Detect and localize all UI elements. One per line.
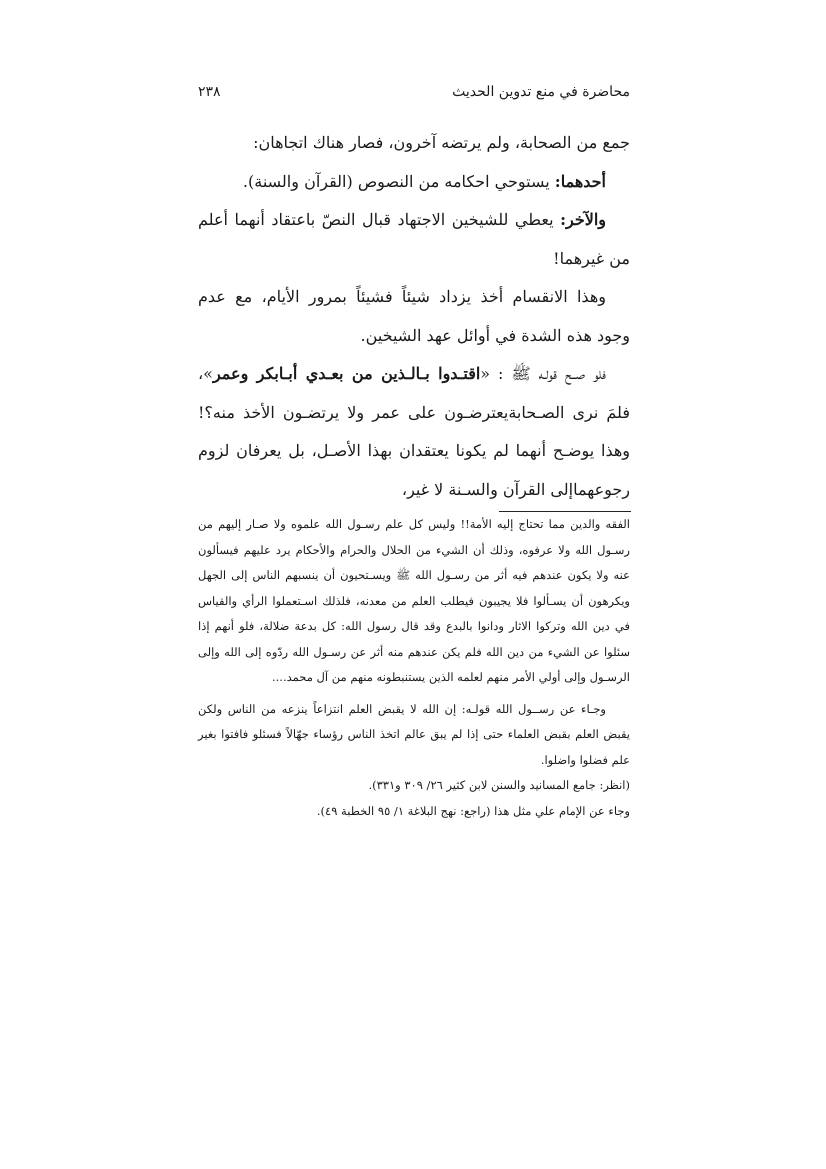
hadith-quote: اقتـدوا بـالـذين من بعـدي أبـابكر وعمر — [212, 364, 481, 383]
footnote: الفقه والدين مما تحتاج إليه الأمة!! وليس كل علم رسـول الله علموه ولا صـار إليهم من رسـول الله ولا عرفوه، وذلك أن الشيء من الحلال والحرام والأحكام يرد عليهم فيسألون عنه ولا يكون عندهم فيه أثر من رسـول الله ﷺ ويسـتحيون أن ينسبهم الناس إلى الجهل ويكرهون أن يسـألوا فلا يجيبون فيطلب العلم من معدنه، فلذلك اسـتعملوا الرأي والقياس في دين الله وتركوا الاثار ودانوا بالبدع وقد قال رسول الله: كل بدعة ضلالة، فلو أنهم إذا سئلوا عن الشيء من دين الله فلم يكن عندهم منه أثر عن رسـول الله ردّوه إلى الله وإلى الرسـول وإلى أولي الأمر منهم لعلمه الذين يستنبطونه منهم من آل محمد.... — [198, 517, 630, 684]
paragraph-text: »، فلمَ نرى الصـحابةيعترضـون على عمر ولا يرتضـون الأخذ منه؟! وهذا يوضـح أنهما لم يكونا يعتقدان بهذا الأصـل، بل يعرفان لزوم رجوعهماإلى القرآن والسـنة لا غير، — [198, 364, 630, 499]
paragraph — [198, 163, 630, 202]
paragraph-text: يستوحي احكامه من النصوص (القرآن والسنة). — [242, 171, 555, 191]
running-title: محاضرة في منع تدوين الحديث — [452, 84, 630, 100]
footnote: وجاء عن الإمام علي مثل هذا (راجع: نهج البلاغة ١/ ٩٥ الخطبة ٤٩). — [316, 803, 630, 818]
footnote: وجـاء عن رســول الله قولـه: إن الله لا يقبض العلم انتزاعاً ينزعه من الناس ولكن يقبض العلم بقبض العلماء حتى إذا لم يبق عالم اتخذ الناس رؤساء جهّالاً فسئلو فافتوا بغير علم فضلوا واضلوا. — [198, 701, 630, 767]
paragraph-text: يعطي للشيخين الاجتهاد قبال النصّ باعتقاد أنهما أعلم من غيرهما! — [198, 210, 630, 268]
page-number: ٢٣٨ — [198, 84, 221, 100]
footnote: (انظر: جامع المسانيد والسنن لابن كثير ٢٦/ ٣٠٩ و٣٣١). — [368, 778, 630, 792]
paragraph-text: فلو صــح قولـه ﷺ : « — [480, 364, 606, 383]
footnotes — [198, 512, 630, 824]
main-text — [198, 124, 630, 509]
page-header — [198, 84, 630, 106]
paragraph: وهذا الانقسام أخذ يزداد شيئاً فشيئاً بمرور الأيام، مع عدم وجود هذه الشدة في أوائل عهد الشيخين. — [198, 287, 630, 345]
term-label: والآخر: — [560, 210, 606, 229]
paragraph — [198, 355, 630, 509]
paragraph — [198, 201, 630, 278]
paragraph: جمع من الصحابة، ولم يرتضه آخرون، فصار هناك اتجاهان: — [253, 133, 630, 152]
term-label: أحدهما: — [554, 171, 606, 191]
